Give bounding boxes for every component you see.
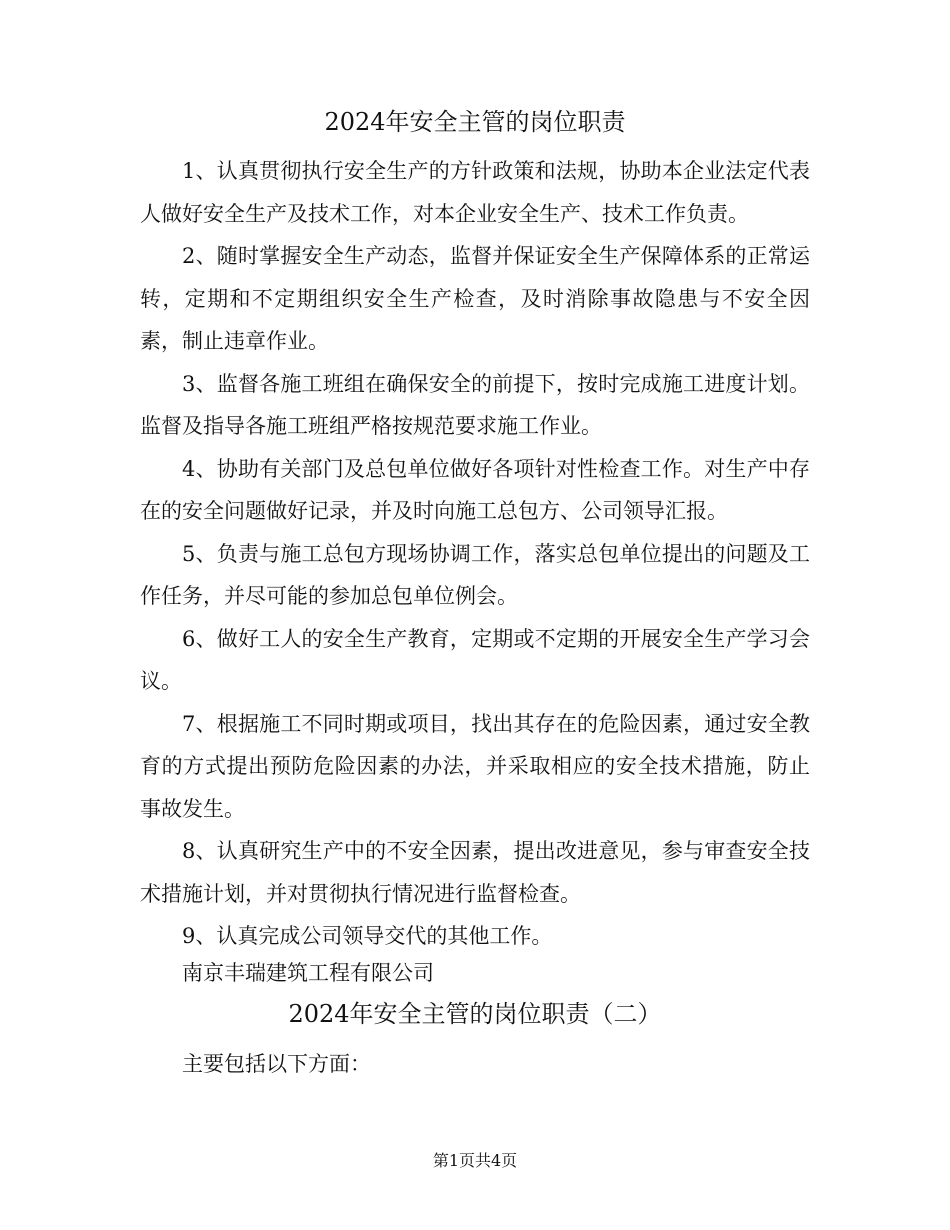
duties-list	[140, 150, 810, 958]
section-title-2: 2024年安全主管的岗位职责（二）	[288, 1000, 662, 1028]
duty-item-2: 2、随时掌握安全生产动态，监督并保证安全生产保障体系的正常运转，定期和不定期组织安全生产检查，及时消除事故隐患与不安全因素，制止违章作业。	[140, 244, 810, 353]
section-intro: 主要包括以下方面：	[182, 1052, 371, 1076]
document-title: 2024年安全主管的岗位职责	[324, 108, 626, 136]
duty-item-1: 1、认真贯彻执行安全生产的方针政策和法规，协助本企业法定代表人做好安全生产及技术工作，对本企业安全生产、技术工作负责。	[140, 159, 810, 226]
duty-item-4: 4、协助有关部门及总包单位做好各项针对性检查工作。对生产中存在的安全问题做好记录，并及时向施工总包方、公司领导汇报。	[140, 456, 810, 523]
duty-item-8: 8、认真研究生产中的不安全因素，提出改进意见，参与审查安全技术措施计划，并对贯彻执行情况进行监督检查。	[140, 839, 810, 906]
duty-item-9: 9、认真完成公司领导交代的其他工作。	[182, 924, 553, 948]
duty-item-7: 7、根据施工不同时期或项目，找出其存在的危险因素，通过安全教育的方式提出预防危险因素的办法，并采取相应的安全技术措施，防止事故发生。	[140, 711, 810, 821]
duty-item-3: 3、监督各施工班组在确保安全的前提下，按时完成施工进度计划。监督及指导各施工班组严格按规范要求施工作业。	[140, 371, 810, 438]
duty-item-6: 6、做好工人的安全生产教育，定期或不定期的开展安全生产学习会议。	[140, 626, 810, 693]
page-number: 第1页共4页	[432, 1151, 518, 1170]
company-name: 南京丰瑞建筑工程有限公司	[182, 961, 434, 985]
duty-item-5: 5、负责与施工总包方现场协调工作，落实总包单位提出的问题及工作任务，并尽可能的参加总包单位例会。	[140, 541, 810, 608]
